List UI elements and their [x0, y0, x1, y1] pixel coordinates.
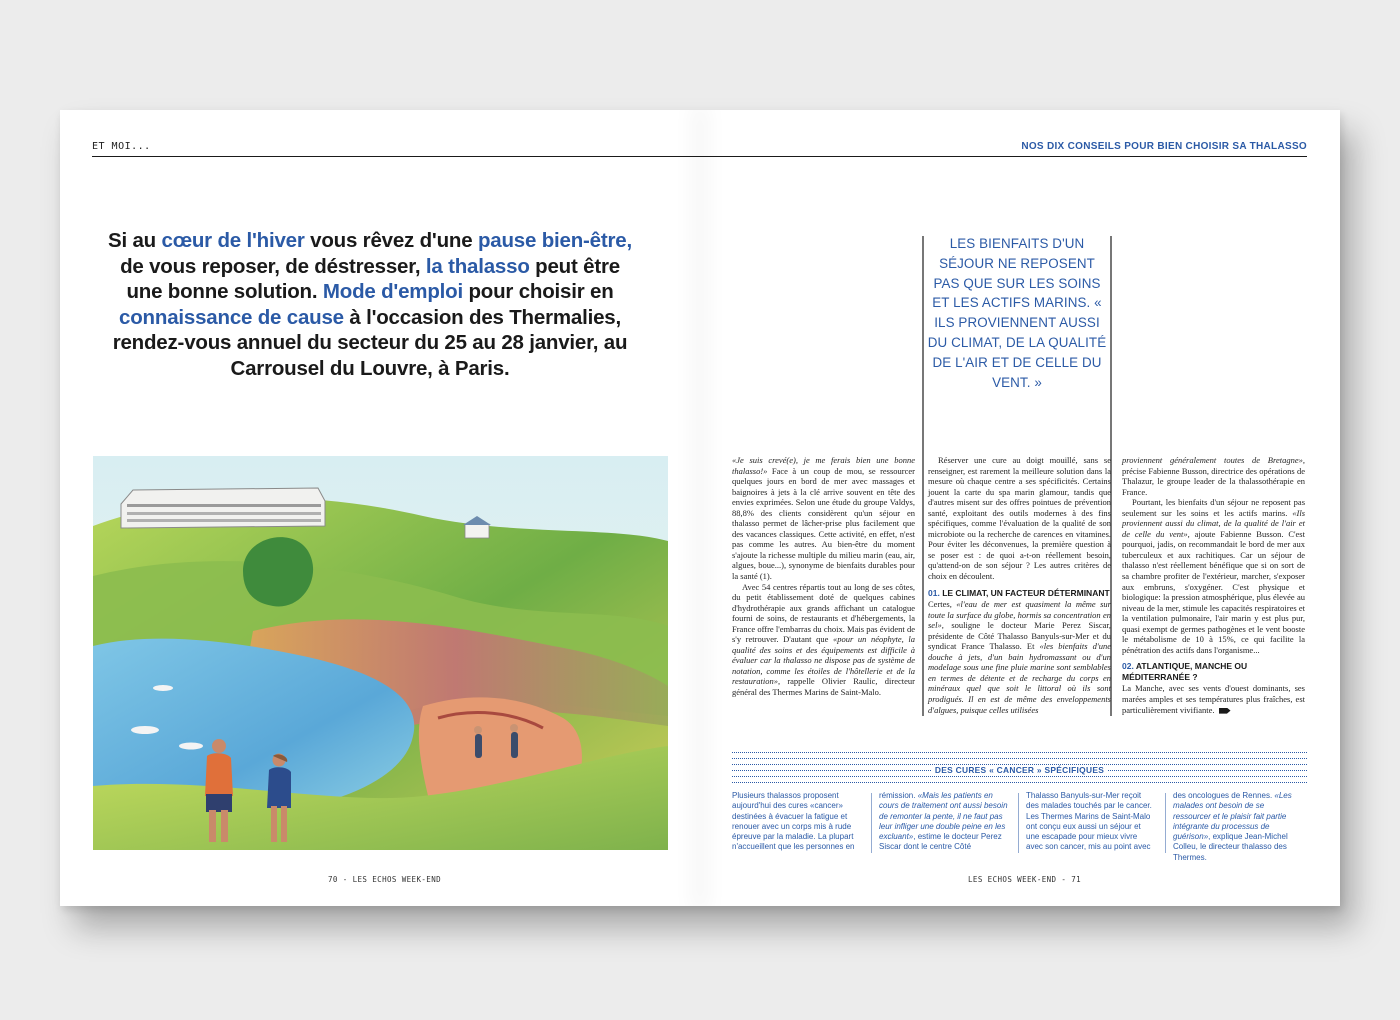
- box-text: «Mais les patients en cours de traitement ont aussi besoin de remonter la pente, il ne faut pas leur infliger une double peine en les excluant»: [879, 791, 1008, 842]
- article-text: , souligne le docteur Marie Perez Siscar, présidente de Côté Thalasso Banyuls-sur-Mer et du syndicat France Thalasso. Et: [928, 620, 1111, 652]
- box-column-3: Thalasso Banyuls-sur-Mer reçoit des malades touchés par le cancer. Les Thermes Marins de Saint-Malo ont conçu eux aussi un séjour et une escapade pour mieux vivre avec son cancer, mis au point avec: [1026, 791, 1152, 852]
- article-text: «les bienfaits d'une douche à jets, d'un bain hydromassant ou d'un modelage sous une fine pluie marine sont semblables en termes de détente et de recharge du corps en minéraux quel que soit le littoral où ils sont prodigués. Il en est de même des enveloppements d'algues, puisque celles utilisées: [928, 641, 1111, 715]
- intro-text: Si au: [108, 229, 162, 252]
- box-dotted-rule: [732, 776, 1307, 777]
- pullquote: LES BIENFAITS D'UN SÉJOUR NE REPOSENT PAS QUE SUR LES SOINS ET LES ACTIFS MARINS. « ILS PROVIENNENT AUSSI DU CLIMAT, DE LA QUALITÉ DE L'AIR ET DE CELLE DU VENT. »: [927, 236, 1107, 390]
- box-title: [732, 765, 1307, 775]
- intro-highlight: cœur de l'hiver: [161, 229, 305, 252]
- intro-text: peut être une bonne solution.: [126, 254, 620, 303]
- box-dotted-rule: [732, 752, 1307, 753]
- article-text: proviennent généralement toutes de Bretagne»: [1122, 455, 1303, 465]
- intro-highlight: connaissance de cause: [119, 305, 344, 329]
- subheading-atlantique: [1122, 661, 1305, 682]
- box-text: des oncologues de Rennes.: [1173, 791, 1275, 800]
- box-column-separator: [1165, 793, 1166, 853]
- box-column-4: [1173, 791, 1303, 863]
- article-column-1: [732, 455, 915, 698]
- end-mark-icon: [1219, 708, 1231, 714]
- article-text: Avec 54 centres répartis tout au long de ses côtes, du petit établissement doté de quelques cabines d'hydrothérapie aux grands affichant un catalogue fourni de soins, de restaurants et d'hébergements, la France offre l'embarras du choix. Mais pas évident de s'y retrouver. D'autant que: [732, 581, 915, 645]
- intro-text: à l'occasion des Thermalies, rendez-vous annuel du secteur du 25 au 28 janvier, au Carrousel du Louvre, à Paris.: [112, 305, 628, 380]
- hotel-building: [121, 488, 325, 528]
- box-text: , explique Jean-Michel Colleu, le directeur thalasso des Thermes.: [1173, 832, 1288, 862]
- intro-standfirst: [100, 228, 640, 381]
- box-text: «Les malades ont besoin de se ressourcer et le plaisir fait partie intégrante du processus de guérison»: [1173, 791, 1292, 842]
- page-footer-right: LES ECHOS WEEK-END - 71: [968, 875, 1082, 884]
- box-title-text: DES CURES « CANCER » SPÉCIFIQUES: [931, 765, 1108, 775]
- intro-highlight: la thalasso: [425, 254, 530, 278]
- intro-highlight: Mode d'emploi: [322, 280, 463, 303]
- page-footer-left: 70 - LES ECHOS WEEK-END: [328, 875, 442, 884]
- subheading-title: ATLANTIQUE, MANCHE OU MÉDITERRANÉE ?: [1122, 661, 1248, 682]
- intro-text: de vous reposer, de déstresser,: [120, 254, 426, 278]
- subheading-title: LE CLIMAT, UN FACTEUR DÉTERMINANT: [939, 587, 1110, 598]
- article-text: Certes,: [928, 599, 957, 610]
- article-text: «Ils proviennent aussi du climat, de la qualité de l'air et de celle du vent»: [1122, 507, 1305, 539]
- box-dotted-rule: [732, 782, 1307, 783]
- intro-text: vous rêvez d'une: [304, 229, 478, 252]
- article-text: «l'eau de mer est quasiment la même sur toute la surface du globe, hormis sa concentration en sel»: [928, 599, 1111, 631]
- article-text: , ajoute Fabienne Busson. C'est pourquoi, jadis, on recommandait le bord de mer aux tuberculeux et aux rachitiques. Car un séjour de thalasso n'est réellement bénéfique que si on sort de sa chambre profiter de l'extérieur, marcher, s'exposer aux embruns, s'oxygéner. C'est physique et biologique: la pression atmosphérique, plus élevée au niveau de la mer, stimule les capacités respiratoires et la ventilation pulmonaire, l'air marin y est plus pur, quasi exempt de germes pathogènes et le vent booste le métabolisme de 10 à 15%, ce qui facilite la pénétration des actifs dans l'organisme...: [1122, 528, 1305, 655]
- article-column-2: [928, 455, 1111, 715]
- article-text: , rappelle Olivier Raulic, directeur général des Thermes Marins de Saint-Malo.: [732, 676, 915, 698]
- article-text: , précise Fabienne Busson, directrice des opérations de Thalazur, le groupe leader de la thalassothérapie en France.: [1122, 455, 1305, 497]
- article-text: «pour un néophyte, la qualité des soins et des équipements est difficile à évaluer car la thalasso ne dispose pas de système de notation, comme les étoiles de l'hôtellerie et de la restauration»: [732, 634, 915, 687]
- section-header: ET MOI...: [92, 141, 151, 152]
- subheading-number: 01.: [928, 587, 940, 598]
- intro-highlight: pause bien-être,: [477, 229, 632, 252]
- magazine-spread: [60, 110, 1340, 906]
- series-header: NOS DIX CONSEILS POUR BIEN CHOISIR SA THALASSO: [1021, 141, 1307, 152]
- article-text: Réserver une cure au doigt mouillé, sans se renseigner, est rarement la meilleure solution dans la mesure où chaque centre a ses spécificités. Certains jouent la carte du spa marin glamour, tandis que d'autres misent sur des offres pointues de prévention santé, exploitant des outils modernes à des fins spécifiques, comme l'évaluation de la qualité de son microbiote ou la recherche de carences en vitamines. Pour éviter les déconvenues, la première question à se poser est : de quoi a-t-on réellement besoin, qu'attend-on de son séjour ? Les autres critères de choix en découlent.: [928, 455, 1111, 582]
- subheading-climat: [928, 588, 1111, 599]
- header-rule: [92, 156, 1307, 157]
- box-text: , estime le docteur Perez Siscar dont le centre Côté: [879, 832, 1002, 852]
- subheading-number: 02.: [1122, 661, 1134, 672]
- article-column-3: [1122, 455, 1305, 715]
- box-text: rémission.: [879, 791, 918, 800]
- article-text: La Manche, avec ses vents d'ouest dominants, ses marées amples et ses températures plus fraîches, est particulièrement vivifiante.: [1122, 683, 1305, 715]
- coastal-illustration: [93, 456, 668, 850]
- box-dotted-rule: [732, 758, 1307, 759]
- article-text: Pourtant, les bienfaits d'un séjour ne reposent pas seulement sur les soins et les actifs marins.: [1122, 497, 1305, 518]
- intro-text: pour choisir en: [462, 280, 614, 303]
- box-column-separator: [871, 793, 872, 853]
- box-column-separator: [1018, 793, 1019, 853]
- box-column-2: [879, 791, 1009, 853]
- box-column-1: Plusieurs thalassos proposent aujourd'hui des cures «cancer» destinées à évacuer la fatigue et renouer avec un corps mis à rude épreuve par la maladie. La plupart n'accueillent que les personnes en: [732, 791, 855, 852]
- article-text: Face à un coup de mou, se ressourcer quelques jours en bord de mer avec massages et baignoires à jets à la clé arrive souvent en tête des envies exprimées. Selon une étude du groupe Valdys, 88,8% des clients considèrent qu'un séjour en thalasso permet de lâcher-prise plus facilement que des vacances classiques. Cette activité, en effet, n'est pas comme les autres. Au bien-être du moment s'ajoute la richesse multiple du milieu marin (eau, air, algues, boue...), synonyme de bienfaits durables pour la santé (1).: [732, 465, 915, 582]
- article-text: «Je suis crevé(e), je me ferais bien une bonne thalasso!»: [732, 455, 915, 476]
